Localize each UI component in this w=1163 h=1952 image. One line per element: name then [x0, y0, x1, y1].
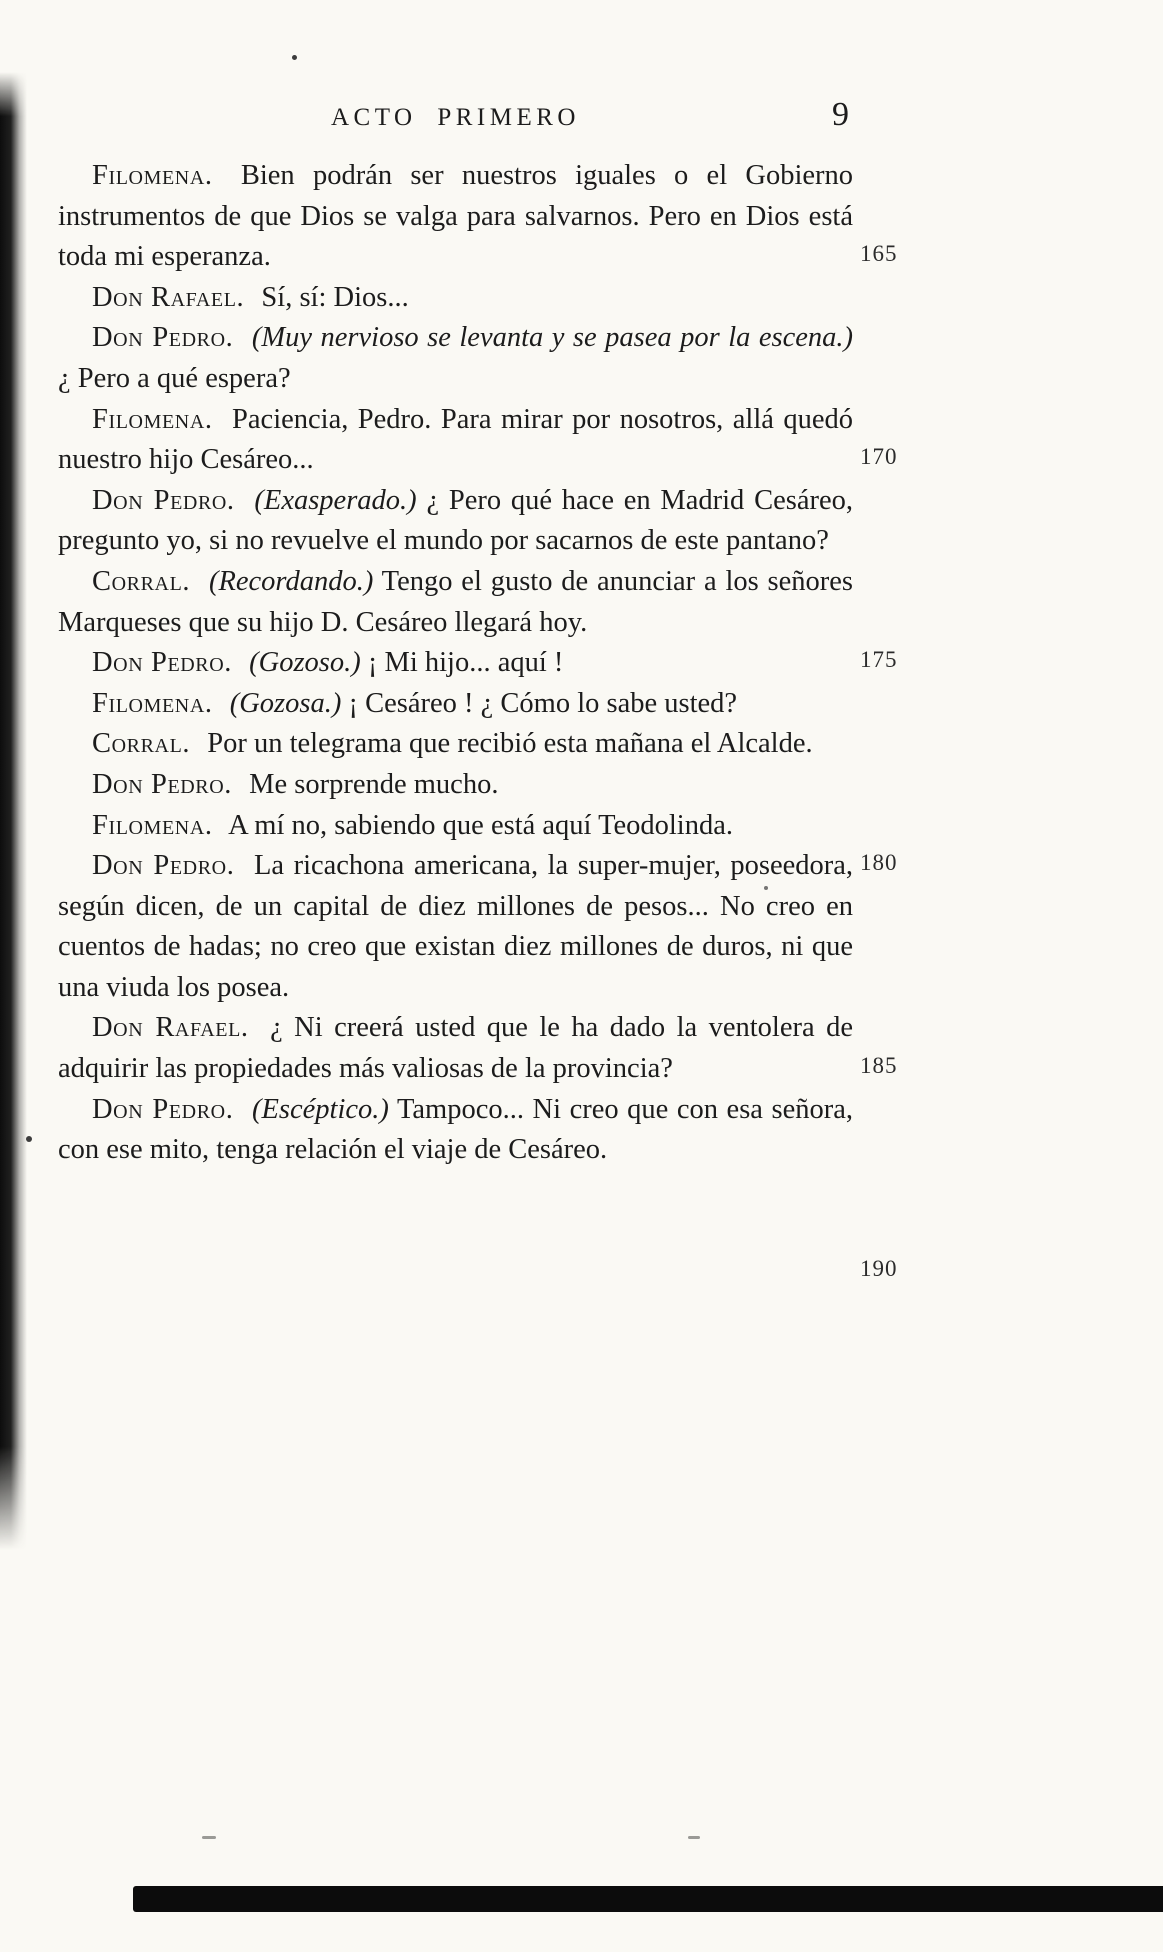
dialogue-text-block — [58, 156, 853, 1171]
speaker-name: Don Pedro. — [92, 322, 234, 354]
stage-direction: (Escéptico.) — [252, 1093, 389, 1125]
stage-direction: (Recordando.) — [208, 565, 374, 597]
scan-mark — [202, 1836, 216, 1839]
line-number: 170 — [860, 444, 898, 469]
page-number: 9 — [832, 96, 849, 133]
speaker-name: Corral. — [92, 728, 191, 760]
dialogue-text: Bien podrán ser nuestros iguales o el Gobierno instrumentos de que Dios se valga para salvarnos. Pero en Dios está toda mi esperanza. — [58, 160, 854, 273]
speaker-name: Filomena. — [92, 687, 213, 719]
dialogue-paragraph — [58, 156, 853, 278]
dialogue-text: ¿ Ni creerá usted que le ha dado la ventolera de adquirir las propiedades más valiosas de la provincia? — [58, 1012, 853, 1085]
line-number: 175 — [860, 647, 898, 672]
dialogue-text: ¿ Pero qué hace en Madrid Cesáreo, pregunto yo, si no revuelve el mundo por sacarnos de este pantano? — [58, 484, 853, 557]
dialogue-paragraph — [58, 846, 853, 1008]
dialogue-text: Tengo el gusto de anunciar a los señores Marqueses que su hijo D. Cesáreo llegará hoy. — [58, 565, 853, 638]
dialogue-text: Sí, sí: Dios... — [261, 281, 409, 313]
scan-mark — [688, 1836, 700, 1839]
dialogue-text: La ricachona americana, la super-mujer, poseedora, según dicen, de un capital de diez millones de pesos... No creo en cuentos de hadas; no creo que existan diez millones de duros, ni que una viuda los posea. — [58, 850, 854, 1003]
speaker-name: Filomena. — [92, 403, 213, 435]
dialogue-text: Me sorprende mucho. — [249, 768, 499, 800]
dialogue-text: Por un telegrama que recibió esta mañana el Alcalde. — [207, 728, 813, 760]
dialogue-paragraph — [58, 1090, 853, 1171]
dialogue-paragraph — [58, 724, 853, 765]
line-number: 185 — [860, 1053, 898, 1078]
stage-direction: (Exasperado.) — [254, 484, 417, 516]
stage-direction: (Gozosa.) — [229, 687, 342, 719]
scan-speck — [26, 1136, 32, 1142]
dialogue-paragraph — [58, 400, 853, 481]
line-number: 190 — [860, 1256, 898, 1281]
dialogue-paragraph — [58, 765, 853, 806]
dialogue-text: Paciencia, Pedro. Para mirar por nosotros, allá quedó nuestro hijo Cesáreo... — [58, 403, 853, 476]
speaker-name: Filomena. — [92, 809, 213, 841]
running-header — [58, 96, 853, 138]
speaker-name: Don Pedro. — [92, 850, 235, 882]
dialogue-paragraph — [58, 806, 853, 847]
act-title: ACTO PRIMERO — [331, 104, 580, 131]
dialogue-paragraph — [58, 278, 853, 319]
speaker-name: Don Pedro. — [92, 768, 233, 800]
speaker-name: Don Pedro. — [92, 1093, 234, 1125]
stage-direction: (Muy nervioso se levanta y se pasea por la escena.) — [251, 322, 854, 354]
dialogue-paragraph — [58, 684, 853, 725]
speaker-name: Don Pedro. — [92, 484, 235, 516]
speaker-name: Don Rafael. — [92, 281, 245, 313]
dialogue-text: ¡ Mi hijo... aquí ! — [367, 647, 564, 679]
line-number: 165 — [860, 241, 898, 266]
scan-binding-shadow — [0, 72, 27, 1550]
dialogue-text: A mí no, sabiendo que está aquí Teodolinda. — [228, 809, 734, 841]
stage-direction: (Gozoso.) — [249, 647, 361, 679]
speaker-name: Don Pedro. — [92, 647, 233, 679]
speaker-name: Don Rafael. — [92, 1012, 249, 1044]
dialogue-text: Tampoco... Ni creo que con esa señora, con ese mito, tenga relación el viaje de Cesáreo. — [58, 1093, 854, 1166]
dialogue-paragraph — [58, 1008, 853, 1089]
dialogue-paragraph — [58, 318, 853, 399]
speaker-name: Corral. — [92, 565, 191, 597]
dialogue-text: ¿ Pero a qué espera? — [58, 362, 291, 394]
line-number: 180 — [860, 850, 898, 875]
scan-bottom-bar — [133, 1886, 1163, 1912]
dialogue-text: ¡ Cesáreo ! ¿ Cómo lo sabe usted? — [348, 687, 738, 719]
scan-speck — [292, 55, 297, 60]
dialogue-paragraph — [58, 643, 853, 684]
speaker-name: Filomena. — [92, 160, 213, 191]
dialogue-paragraph — [58, 562, 853, 643]
dialogue-paragraph — [58, 481, 853, 562]
